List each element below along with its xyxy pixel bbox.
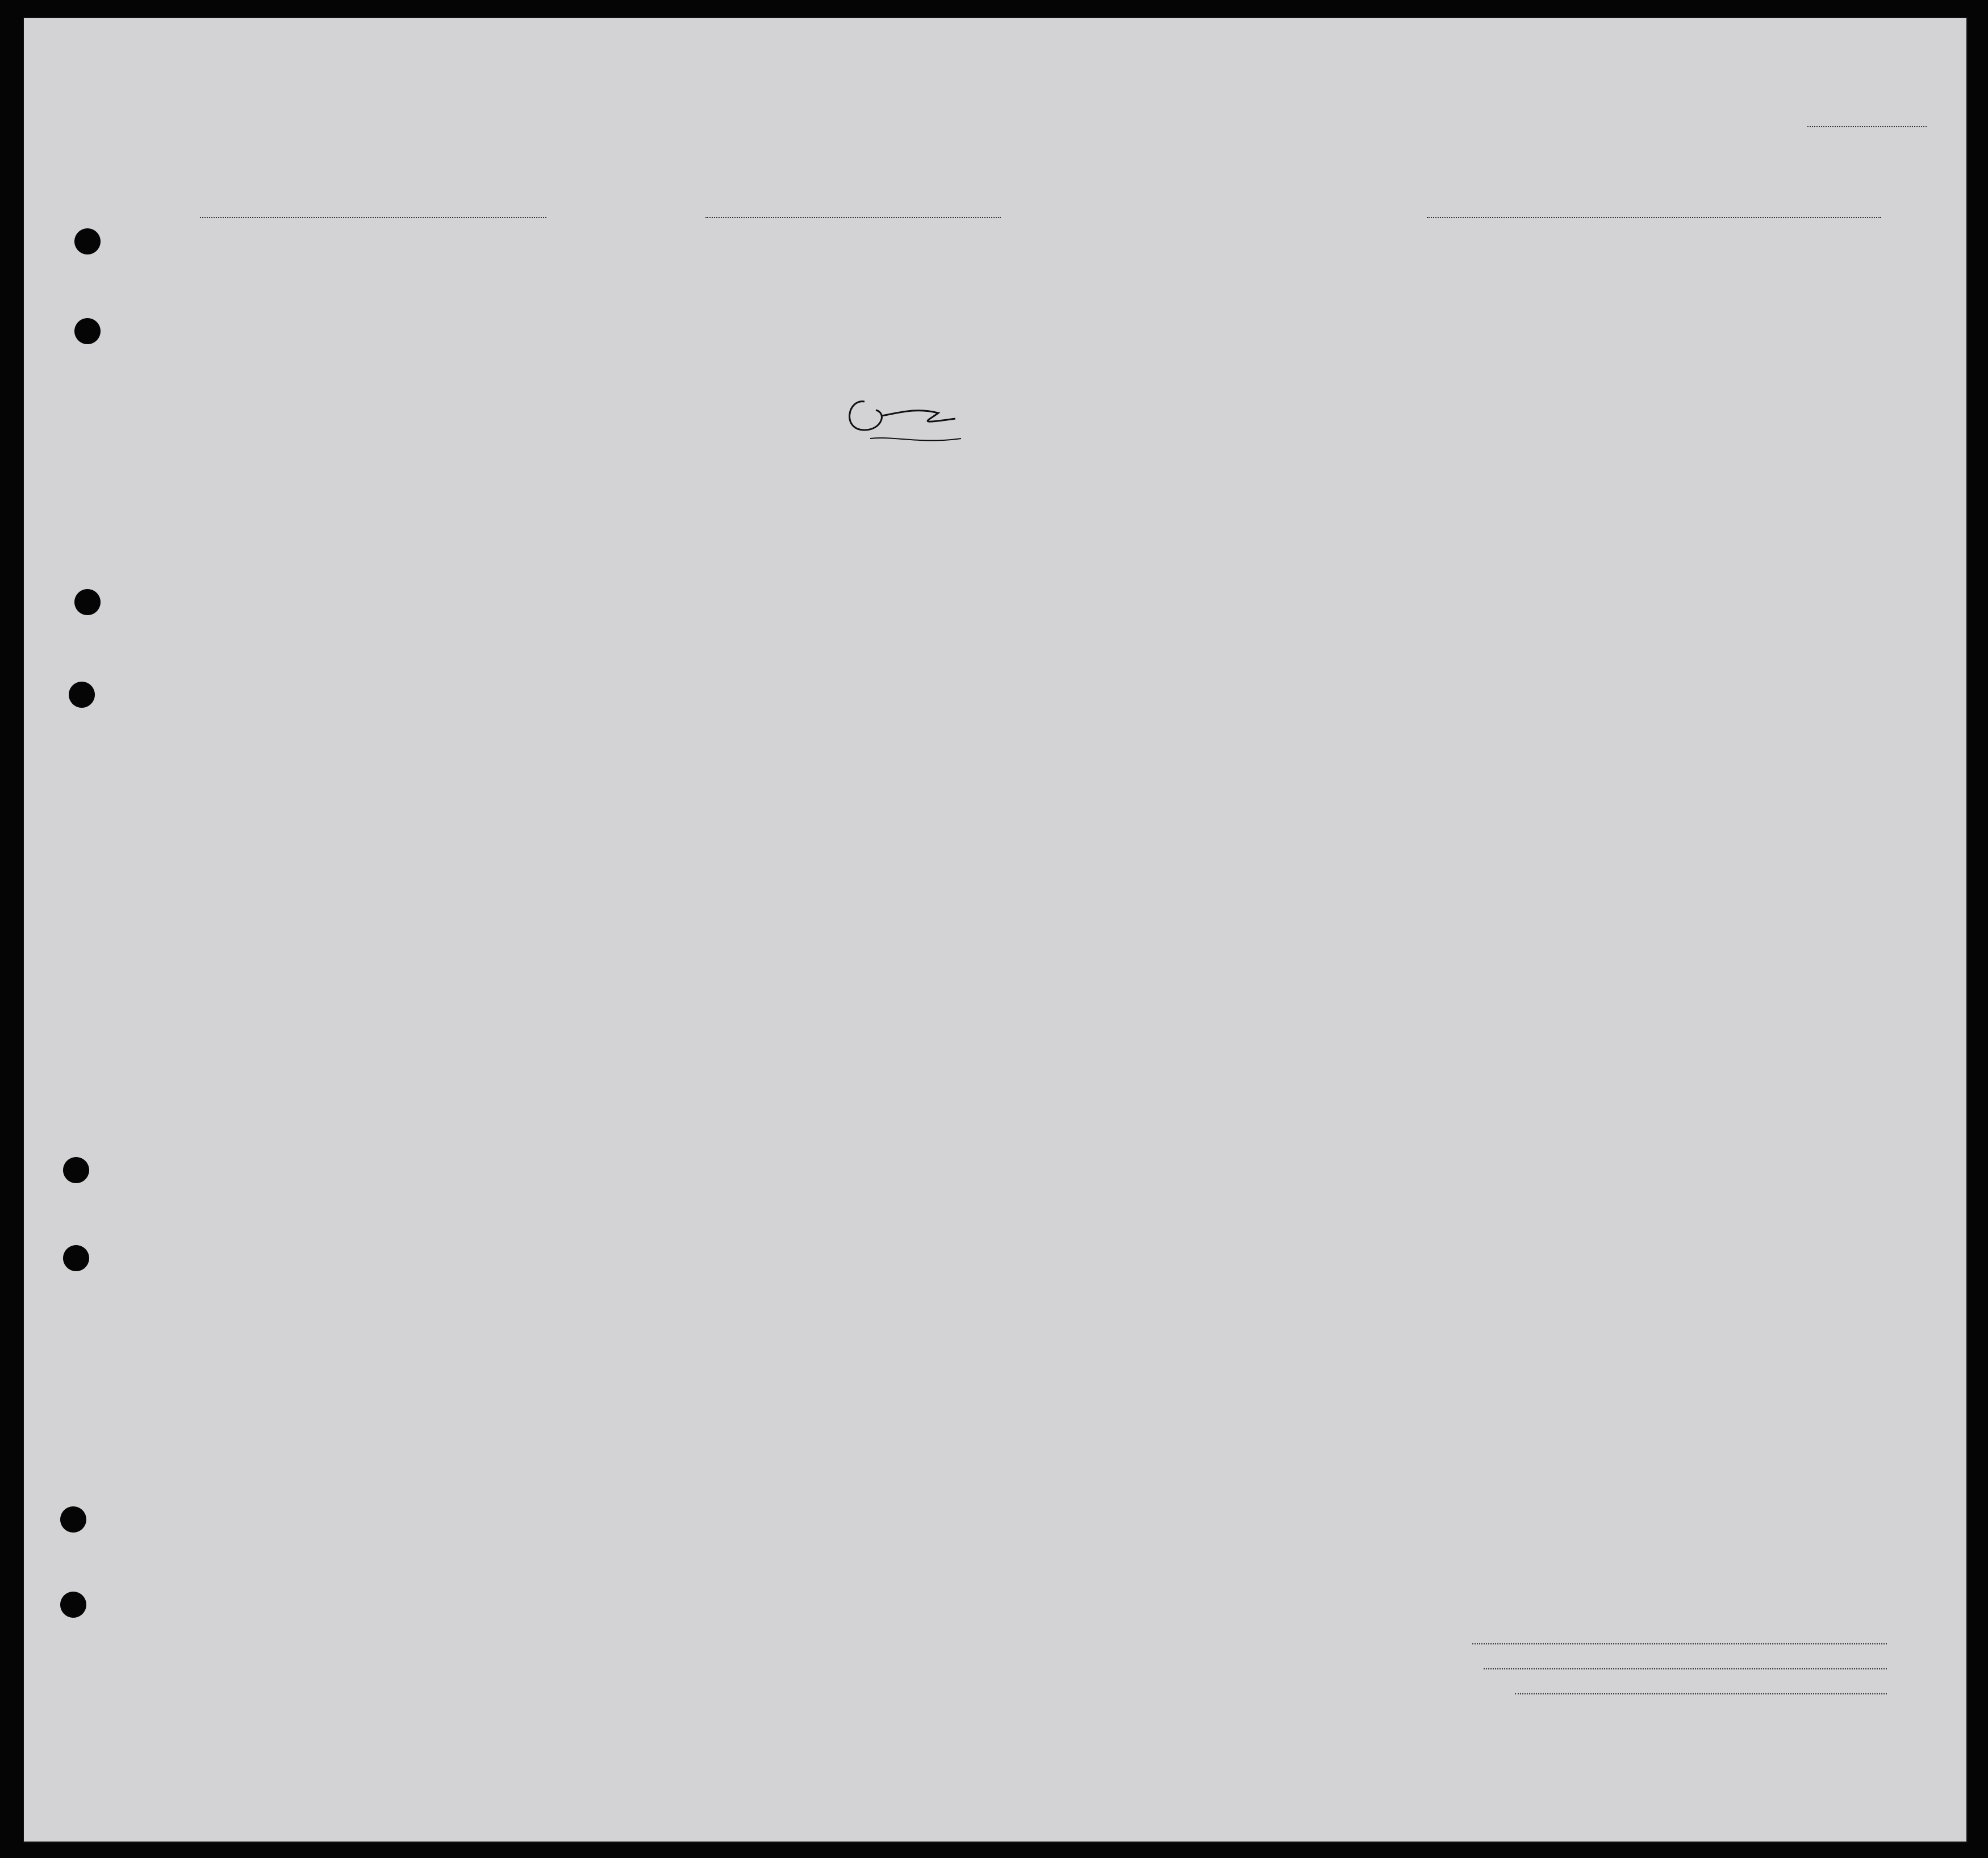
manifest-sheet xyxy=(23,17,1968,1843)
punch-hole xyxy=(63,1245,89,1271)
punch-hole xyxy=(63,1157,89,1183)
manifest-grid xyxy=(24,18,1966,1842)
punch-hole xyxy=(74,228,101,254)
footer-fields xyxy=(1421,1629,1887,1703)
punch-hole xyxy=(60,1506,86,1533)
punch-hole xyxy=(74,318,101,344)
punch-hole xyxy=(74,589,101,615)
inspector-signature xyxy=(842,390,978,458)
punch-hole xyxy=(60,1592,86,1618)
punch-hole xyxy=(69,682,95,708)
